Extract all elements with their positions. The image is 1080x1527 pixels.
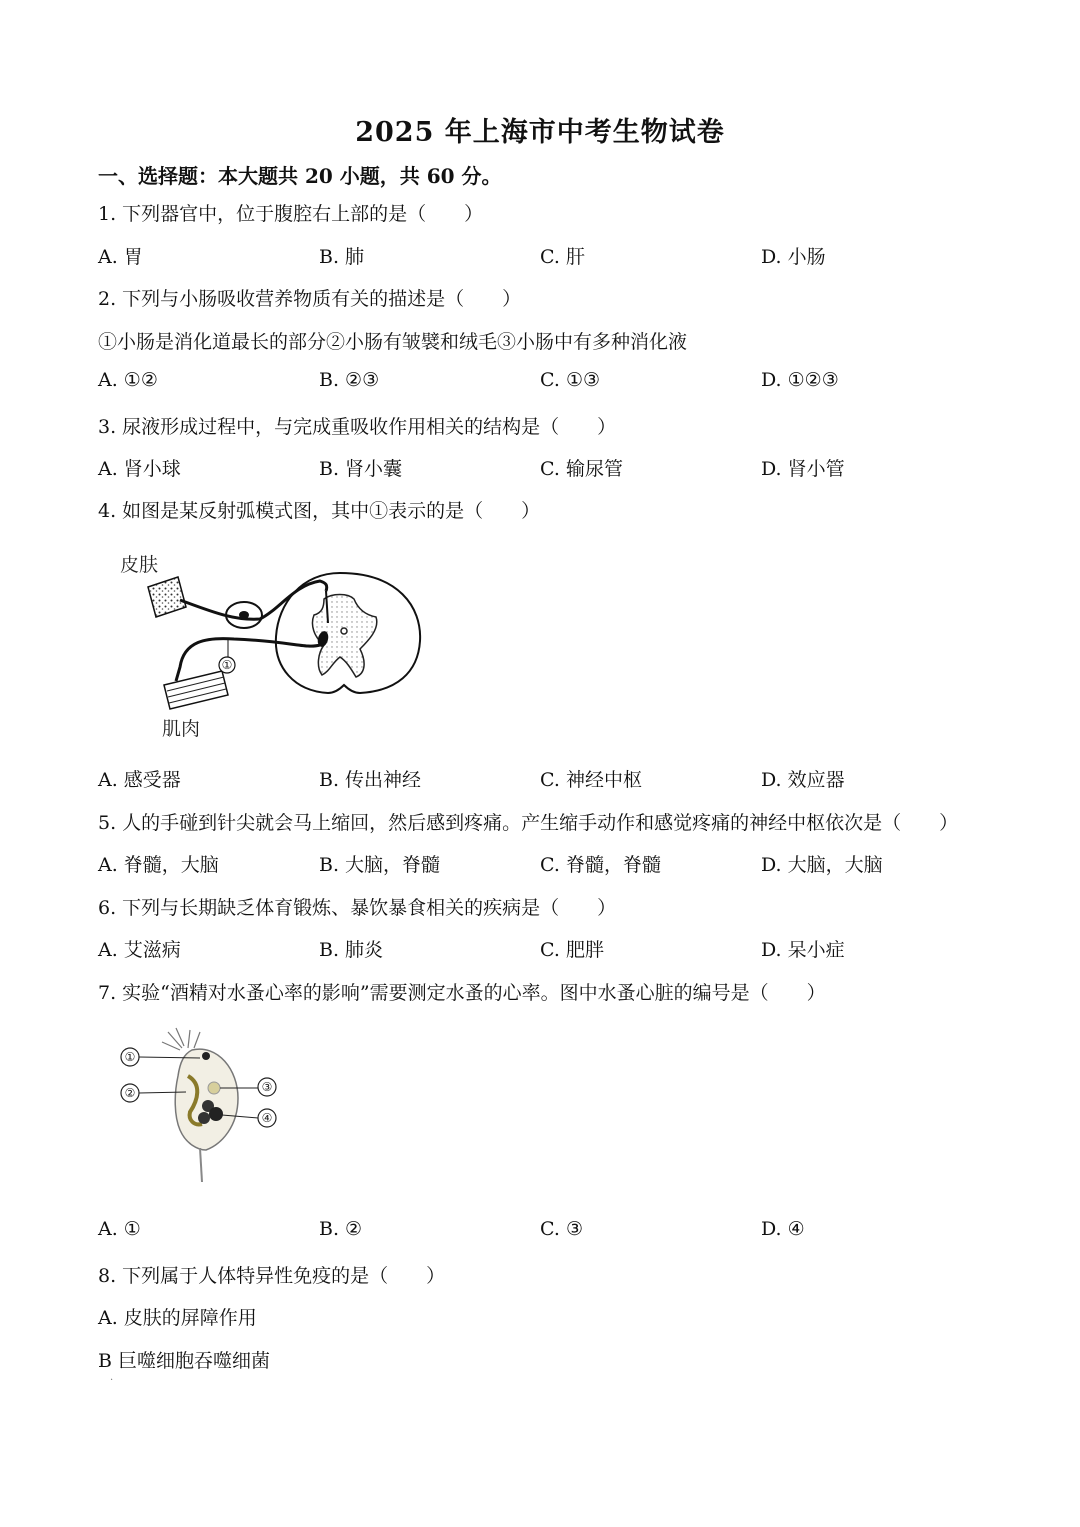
option-b: B. 肺: [319, 246, 365, 268]
option-b: B. ②③: [319, 369, 380, 391]
page-title: 2025 年上海市中考生物试卷: [355, 117, 725, 148]
option-c: C. ③: [540, 1218, 583, 1240]
question-6-options: [98, 935, 998, 963]
question-1-stem: 1. 下列器官中，位于腹腔右上部的是（ ）: [98, 203, 484, 225]
svg-text:③: ③: [261, 1080, 273, 1094]
option-d: D. 呆小症: [761, 939, 845, 961]
option-a: A. 脊髓，大脑: [98, 854, 219, 876]
question-8-stem: 8. 下列属于人体特异性免疫的是（ ）: [98, 1265, 446, 1287]
option-a: A. 胃: [98, 246, 143, 268]
question-6-stem: 6. 下列与长期缺乏体育锻炼、暴饮暴食相关的疾病是（ ）: [98, 897, 617, 919]
question-3-stem: 3. 尿液形成过程中，与完成重吸收作用相关的结构是（ ）: [98, 416, 617, 438]
svg-text:①: ①: [221, 658, 233, 672]
svg-text:④: ④: [261, 1111, 273, 1125]
option-c: C. 输尿管: [540, 458, 623, 480]
footer-dot: .: [110, 1372, 114, 1383]
option-d: D. 小肠: [761, 246, 826, 268]
question-8-option-b: B 巨噬细胞吞噬细菌: [98, 1350, 271, 1372]
option-a: A. ①②: [98, 369, 158, 391]
water-flea: [162, 1028, 238, 1182]
question-4-options: [98, 765, 998, 793]
option-b: B. 大脑，脊髓: [319, 854, 441, 876]
option-c: C. 肝: [540, 246, 585, 268]
question-5-stem: 5. 人的手碰到针尖就会马上缩回，然后感到疼痛。产生缩手动作和感觉疼痛的神经中枢依次是（ ）: [98, 812, 959, 834]
water-flea-figure: [110, 1020, 290, 1190]
marker-1: [219, 657, 235, 673]
option-c: C. 神经中枢: [540, 769, 642, 791]
question-2-statements: ①小肠是消化道最长的部分②小肠有皱襞和绒毛③小肠中有多种消化液: [98, 331, 688, 353]
muscle-tissue: [164, 671, 228, 709]
option-a: A. 艾滋病: [98, 939, 181, 961]
question-1-options: [98, 242, 998, 270]
question-8-option-a: A. 皮肤的屏障作用: [98, 1307, 257, 1329]
svg-text:②: ②: [124, 1086, 136, 1100]
option-c: C. 肥胖: [540, 939, 604, 961]
muscle-label: 肌肉: [162, 718, 201, 740]
option-d: D. 效应器: [761, 769, 845, 791]
option-b: B. 传出神经: [319, 769, 422, 791]
option-a: A. 肾小球: [98, 458, 181, 480]
option-b: B. 肺炎: [319, 939, 384, 961]
skin-tissue: [148, 577, 186, 617]
option-b: B. ②: [319, 1218, 363, 1240]
option-c: C. 脊髓，脊髓: [540, 854, 661, 876]
question-2-options: [98, 369, 998, 397]
option-d: D. 肾小管: [761, 458, 845, 480]
option-a: A. 感受器: [98, 769, 181, 791]
skin-label: 皮肤: [120, 554, 159, 576]
option-d: D. ④: [761, 1218, 805, 1240]
question-5-options: [98, 850, 998, 878]
question-7-stem: 7. 实验“酒精对水蚤心率的影响”需要测定水蚤的心率。图中水蚤心脏的编号是（ ）: [98, 982, 826, 1004]
option-d: D. 大脑，大脑: [761, 854, 883, 876]
option-b: B. 肾小囊: [319, 458, 403, 480]
option-a: A. ①: [98, 1218, 141, 1240]
section-heading: 一、选择题：本大题共 20 小题，共 60 分。: [98, 164, 502, 188]
svg-text:①: ①: [124, 1050, 136, 1064]
option-c: C. ①③: [540, 369, 601, 391]
question-7-options: [98, 1218, 998, 1246]
option-d: D. ①②③: [761, 369, 839, 391]
question-2-stem: 2. 下列与小肠吸收营养物质有关的描述是（ ）: [98, 288, 522, 310]
reflex-arc-figure: [110, 545, 440, 745]
question-3-options: [98, 454, 998, 482]
question-4-stem: 4. 如图是某反射弧模式图，其中①表示的是（ ）: [98, 500, 541, 522]
